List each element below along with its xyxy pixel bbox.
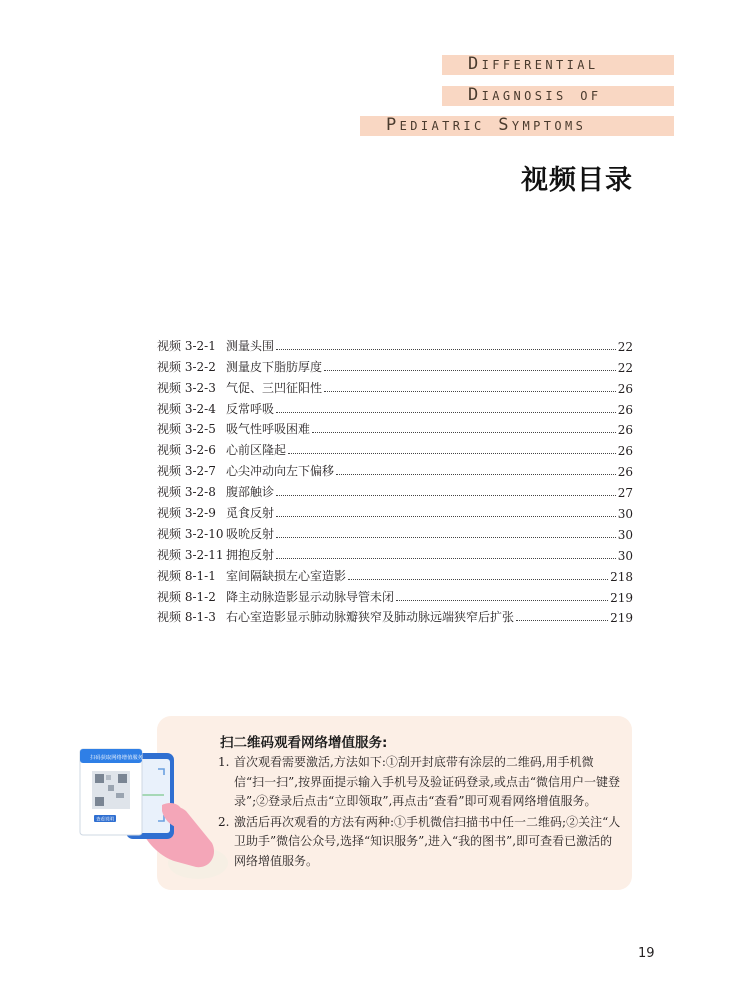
toc-title: 气促、三凹征阳性 <box>226 380 323 395</box>
toc-leader-dots <box>336 474 616 475</box>
toc-row <box>157 458 633 479</box>
toc-code: 视频 8-1-3 <box>157 610 216 625</box>
qr-card-link: 查看说明 <box>96 817 114 823</box>
toc-row <box>157 542 633 563</box>
toc-leader-dots <box>324 370 616 371</box>
toc-leader-dots <box>324 391 616 392</box>
toc-page: 22 <box>617 339 633 354</box>
service-item <box>218 813 622 872</box>
toc-row <box>157 333 633 354</box>
toc-page: 219 <box>610 590 633 605</box>
toc-leader-dots <box>276 558 616 559</box>
toc-code: 视频 3-2-8 <box>157 485 216 500</box>
toc-page: 26 <box>617 402 633 417</box>
toc-leader-dots <box>276 537 616 538</box>
toc-leader-dots <box>516 620 608 621</box>
header-line-1: Differential <box>468 54 599 74</box>
toc-title: 右心室造影显示肺动脉瓣狭窄及肺动脉远端狭窄后扩张 <box>226 610 515 625</box>
qr-code-icon <box>92 771 130 809</box>
service-item-text: 激活后再次观看的方法有两种:①手机微信扫描书中任一二维码;②关注“人卫助手”微信公众号,选择“知识服务”,进入“我的图书”,即可查看已激活的网络增值服务。 <box>234 814 621 868</box>
toc-title: 降主动脉造影显示动脉导管未闭 <box>226 589 395 604</box>
toc-row <box>157 417 633 438</box>
service-item-text: 首次观看需要激活,方法如下:①刮开封底带有涂层的二维码,用手机微信“扫一扫”,按界面提示输入手机号及验证码登录,或点击“微信用户一键登录”;②登录后点击“立即领取”,再点击“查看”即可观看网络增值服务。 <box>234 755 621 809</box>
toc-leader-dots <box>348 579 608 580</box>
toc-leader-dots <box>276 495 616 496</box>
toc-row <box>157 437 633 458</box>
service-heading: 扫二维码观看网络增值服务: <box>220 735 388 751</box>
video-toc <box>157 333 633 625</box>
toc-row <box>157 396 633 417</box>
page-number: 19 <box>638 946 655 961</box>
toc-row <box>157 605 633 626</box>
header-line-2: Diagnosis of <box>468 85 602 105</box>
toc-code: 视频 3-2-5 <box>157 422 216 437</box>
toc-leader-dots <box>396 600 608 601</box>
toc-leader-dots <box>276 349 616 350</box>
toc-title: 测量头围 <box>226 338 275 353</box>
toc-title: 吸气性呼吸困难 <box>226 422 311 437</box>
toc-title: 室间隔缺损左心室造影 <box>226 568 347 583</box>
phone-hand-illustration <box>78 735 228 905</box>
toc-title: 心尖冲动向左下偏移 <box>226 464 335 479</box>
toc-row <box>157 563 633 584</box>
toc-page: 30 <box>617 527 633 542</box>
toc-title: 反常呼吸 <box>226 401 275 416</box>
toc-code: 视频 3-2-10 <box>157 526 224 541</box>
toc-row <box>157 584 633 605</box>
toc-page: 30 <box>617 507 633 522</box>
toc-page: 26 <box>617 381 633 396</box>
toc-page: 26 <box>617 423 633 438</box>
toc-leader-dots <box>312 432 616 433</box>
toc-title: 吸吮反射 <box>226 526 275 541</box>
toc-row <box>157 479 633 500</box>
toc-row <box>157 354 633 375</box>
toc-title: 觅食反射 <box>226 506 275 521</box>
header-line-3: Pediatric Symptoms <box>386 115 587 135</box>
toc-code: 视频 3-2-7 <box>157 464 216 479</box>
toc-leader-dots <box>276 516 616 517</box>
section-title: 视频目录 <box>521 165 633 196</box>
toc-row <box>157 375 633 396</box>
toc-title: 心前区隆起 <box>226 443 287 458</box>
toc-title: 腹部触诊 <box>226 485 275 500</box>
toc-code: 视频 8-1-1 <box>157 568 216 583</box>
service-item-number: 2. <box>218 814 230 829</box>
toc-code: 视频 3-2-2 <box>157 359 216 374</box>
toc-page: 30 <box>617 548 633 563</box>
toc-code: 视频 8-1-2 <box>157 589 216 604</box>
toc-page: 26 <box>617 465 633 480</box>
toc-title: 测量皮下脂肪厚度 <box>226 359 323 374</box>
toc-row <box>157 521 633 542</box>
toc-page: 219 <box>610 611 633 626</box>
toc-title: 拥抱反射 <box>226 547 275 562</box>
service-instructions <box>218 753 622 873</box>
toc-row <box>157 500 633 521</box>
toc-page: 22 <box>617 360 633 375</box>
service-item <box>218 753 622 812</box>
toc-leader-dots <box>276 412 616 413</box>
toc-code: 视频 3-2-9 <box>157 506 216 521</box>
toc-code: 视频 3-2-6 <box>157 443 216 458</box>
toc-code: 视频 3-2-1 <box>157 338 216 353</box>
toc-code: 视频 3-2-11 <box>157 547 224 562</box>
toc-page: 218 <box>610 569 633 584</box>
service-item-number: 1. <box>218 755 230 769</box>
toc-page: 27 <box>617 486 633 501</box>
toc-page: 26 <box>617 444 633 459</box>
toc-code: 视频 3-2-4 <box>157 401 216 416</box>
toc-leader-dots <box>288 453 616 454</box>
qr-card-label: 扫码获取网络增值服务 <box>90 755 143 761</box>
toc-code: 视频 3-2-3 <box>157 380 216 395</box>
